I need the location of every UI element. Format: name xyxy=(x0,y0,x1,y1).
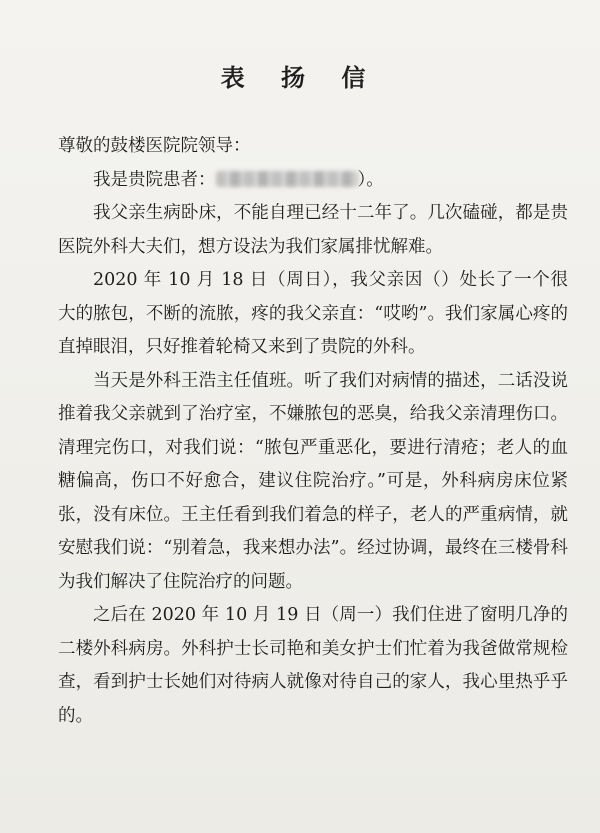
redacted-name-blur xyxy=(216,171,358,187)
paragraph-2: 2020 年 10 月 18 日（周日），我父亲因（）处长了一个很大的脓包，不断的流脓，疼的我父亲直：“哎哟”。我们家属心疼的直掉眼泪，只好推着轮椅又来到了贵院的外科。 xyxy=(58,270,568,357)
salutation: 尊敬的鼓楼医院院领导： xyxy=(58,136,251,156)
intro-line xyxy=(58,164,568,198)
paragraph-3: 当天是外科王浩主任值班。听了我们对病情的描述，二话没说推着我父亲就到了治疗室，不嫌脓包的恶臭，给我父亲清理伤口。清理完伤口，对我们说：“脓包严重恶化，要进行清疮；老人的血糖偏高，伤口不好愈合，建议住院治疗。”可是，外科病房床位紧张，没有床位。王主任看到我们着急的样子，老人的严重病情，就安慰我们说：“别着急，我来想办法”。经过协调，最终在三楼骨科为我们解决了住院治疗的问题。 xyxy=(58,370,568,592)
intro-prefix: 我是贵院患者： xyxy=(93,169,216,190)
intro-suffix: ）。 xyxy=(357,169,384,190)
letter-title: 表 扬 信 xyxy=(220,64,380,92)
paragraph-1: 我父亲生病卧床，不能自理已经十二年了。几次磕碰，都是贵医院外科大夫们，想方设法为我们家属排忧解难。 xyxy=(58,203,568,257)
paragraph-4: 之后在 2020 年 10 月 19 日（周一）我们住进了窗明几净的二楼外科病房。外科护士长司艳和美女护士们忙着为我爸做常规检查，看到护士长她们对待病人就像对待自己的家人，我心里热乎乎的。 xyxy=(58,605,568,726)
letter-body xyxy=(58,130,568,733)
